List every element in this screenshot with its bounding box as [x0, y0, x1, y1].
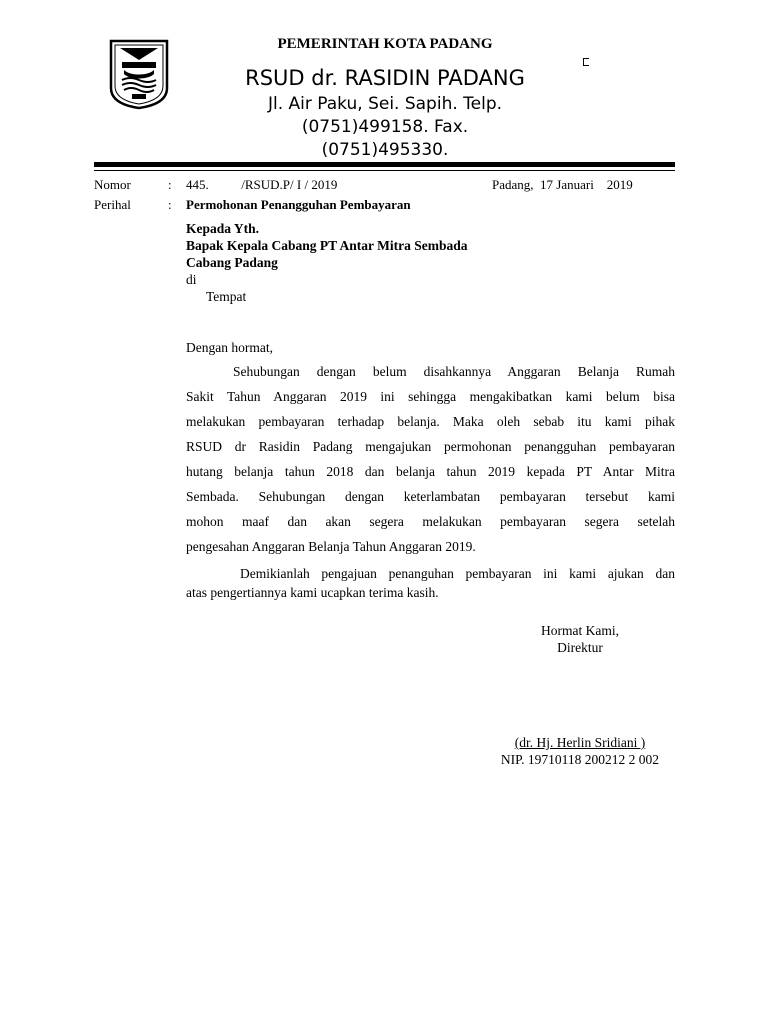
signer-nip: NIP. 19710118 200212 2 002	[500, 752, 660, 767]
paragraph-1-line: RSUD dr Rasidin Padang mengajukan permohonan penangguhan pembayaran	[186, 439, 675, 454]
paragraph-1-line: Sehubungan dengan belum disahkannya Anggaran Belanja Rumah	[233, 364, 675, 379]
perihal-value: Permohonan Penangguhan Pembayaran	[186, 197, 411, 212]
nomor-colon: :	[168, 177, 172, 192]
signer-name: (dr. Hj. Herlin Sridiani )	[514, 735, 646, 750]
padang-city-emblem-icon	[108, 38, 170, 110]
greeting: Dengan hormat,	[186, 340, 273, 355]
signer-position: Direktur	[557, 640, 603, 655]
government-heading: PEMERINTAH KOTA PADANG	[277, 36, 493, 52]
recipient-di: di	[186, 272, 197, 287]
paragraph-2-line: atas pengertiannya kami ucapkan terima kasih.	[186, 585, 439, 600]
paragraph-1-line: pengesahan Anggaran Belanja Tahun Anggaran 2019.	[186, 539, 476, 554]
paragraph-1-line: Sakit Tahun Anggaran 2019 ini sehingga mengakibatkan kami belum bisa	[186, 389, 675, 404]
bracket-mark	[583, 58, 589, 66]
perihal-colon: :	[168, 197, 172, 212]
paragraph-1-line: Sembada. Sehubungan dengan keterlambatan pembayaran tersebut kami	[186, 489, 675, 504]
paragraph-1-line: melakukan pembayaran terhadap belanja. Maka oleh sebab itu kami pihak	[186, 414, 675, 429]
letter-date: Padang, 17 Januari 2019	[492, 177, 633, 192]
address-line-3: (0751)495330.	[321, 140, 449, 160]
recipient-name: Bapak Kepala Cabang PT Antar Mitra Sembada	[186, 238, 468, 253]
nomor-value: 445. /RSUD.P/ I / 2019	[186, 177, 338, 192]
hospital-name: RSUD dr. RASIDIN PADANG	[245, 66, 525, 90]
address-line-2: (0751)499158. Fax.	[301, 117, 469, 137]
paragraph-1-line: mohon maaf dan akan segera melakukan pembayaran segera setelah	[186, 514, 675, 529]
paragraph-1-line: hutang belanja tahun 2018 dan belanja tahun 2019 kepada PT Antar Mitra	[186, 464, 675, 479]
letterhead-divider-thin	[94, 170, 675, 171]
recipient-branch: Cabang Padang	[186, 255, 278, 270]
letterhead-divider-thick	[94, 162, 675, 167]
nomor-label: Nomor	[94, 177, 131, 192]
address-line-1: Jl. Air Paku, Sei. Sapih. Telp.	[267, 94, 503, 114]
perihal-label: Perihal	[94, 197, 131, 212]
recipient-salutation: Kepada Yth.	[186, 221, 260, 236]
closing: Hormat Kami,	[541, 623, 619, 638]
paragraph-2-line: Demikianlah pengajuan penanguhan pembayaran ini kami ajukan dan	[240, 566, 675, 581]
recipient-place: Tempat	[206, 289, 247, 304]
